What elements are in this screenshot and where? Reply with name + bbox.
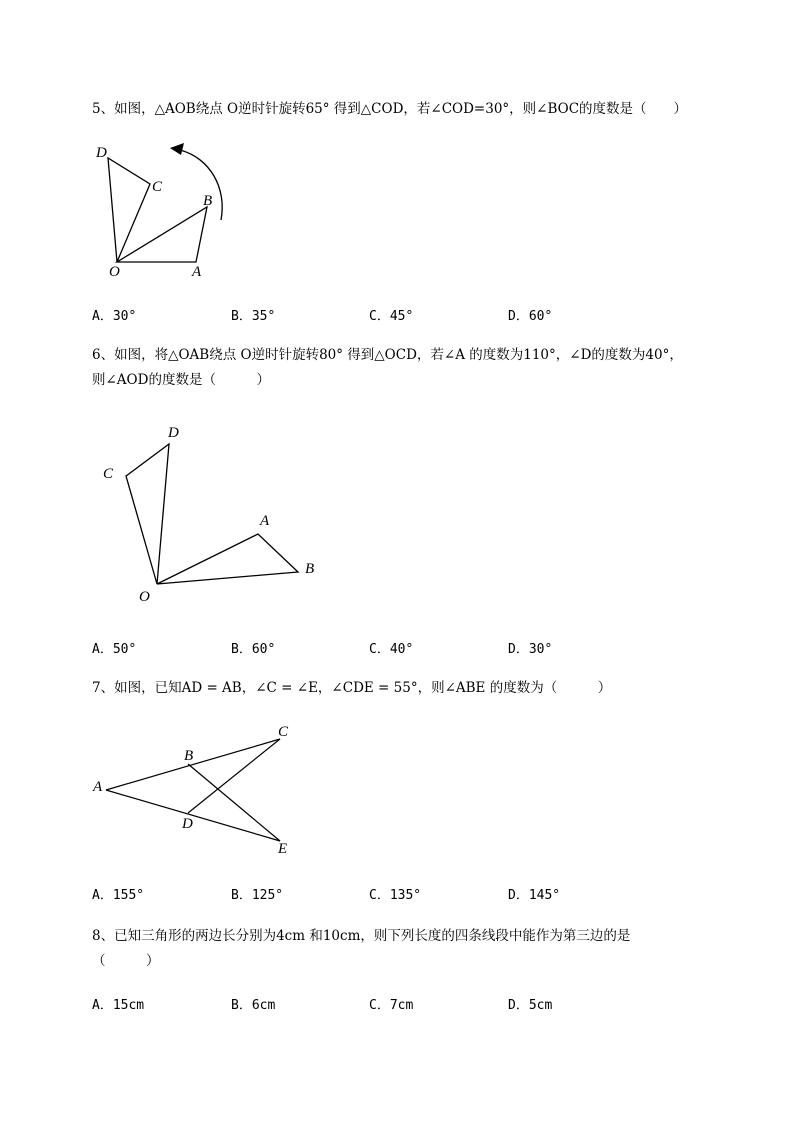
label-d: D [168, 425, 179, 441]
question-5-stem: 5、如图，△AOB绕点 O逆时针旋转65° 得到△COD，若∠COD=30°，则∠BOC的度数是（ ） [92, 101, 688, 117]
triangle-aob [117, 207, 207, 262]
arrow-head-icon [170, 143, 184, 155]
label-a: A [260, 513, 270, 529]
label-d: D [96, 145, 107, 161]
q7-option-a[interactable]: A．155° [92, 888, 145, 903]
q6-option-c[interactable]: C．40° [369, 642, 414, 657]
question-5-figure [90, 138, 240, 286]
label-b: B [203, 193, 213, 209]
label-a: A [93, 779, 103, 795]
question-6-stem-line2: 则∠AOD的度数是（ ） [92, 372, 270, 388]
label-c: C [278, 724, 289, 740]
q7-option-b[interactable]: B．125° [231, 888, 284, 903]
label-e: E [278, 841, 288, 857]
q5-option-a[interactable]: A．30° [92, 309, 137, 324]
label-b: B [184, 748, 194, 764]
q5-option-b[interactable]: B．35° [231, 309, 276, 324]
q8-option-b[interactable]: B．6cm [231, 998, 276, 1013]
q8-option-c[interactable]: C．7cm [369, 998, 414, 1013]
q7-option-d[interactable]: D．145° [508, 888, 561, 903]
q5-option-d[interactable]: D．60° [508, 309, 553, 324]
question-8-stem-line2: （ ） [92, 953, 160, 969]
q8-option-a[interactable]: A．15cm [92, 998, 145, 1013]
question-7-figure [90, 720, 305, 860]
label-b: B [305, 561, 315, 577]
question-7-stem: 7、如图，已知AD = AB，∠C = ∠E，∠CDE = 55°，则∠ABE 的度数为（ ） [92, 680, 612, 696]
q8-option-d[interactable]: D．5cm [508, 998, 553, 1013]
label-c: C [152, 179, 163, 195]
question-8-stem: 8、已知三角形的两边长分别为4cm 和10cm，则下列长度的四条线段中能作为第三边的是 [92, 928, 631, 944]
label-d: D [182, 816, 193, 832]
q5-option-c[interactable]: C．45° [369, 309, 414, 324]
q6-option-b[interactable]: B．60° [231, 642, 276, 657]
label-o: O [109, 264, 120, 280]
q7-option-c[interactable]: C．135° [369, 888, 422, 903]
label-a: A [192, 264, 202, 280]
triangle-oab [157, 534, 298, 584]
question-6-stem: 6、如图，将△OAB绕点 O逆时针旋转80° 得到△OCD，若∠A 的度数为110°，∠D的度数为40°， [92, 347, 683, 363]
triangle-ocd [126, 444, 169, 584]
segment-ae [106, 790, 280, 841]
segment-ac [106, 739, 280, 790]
label-c: C [103, 466, 114, 482]
q6-option-d[interactable]: D．30° [508, 642, 553, 657]
q6-option-a[interactable]: A．50° [92, 642, 137, 657]
label-o: O [139, 589, 150, 605]
rotation-arrow [180, 150, 222, 220]
question-6-figure [95, 420, 325, 610]
